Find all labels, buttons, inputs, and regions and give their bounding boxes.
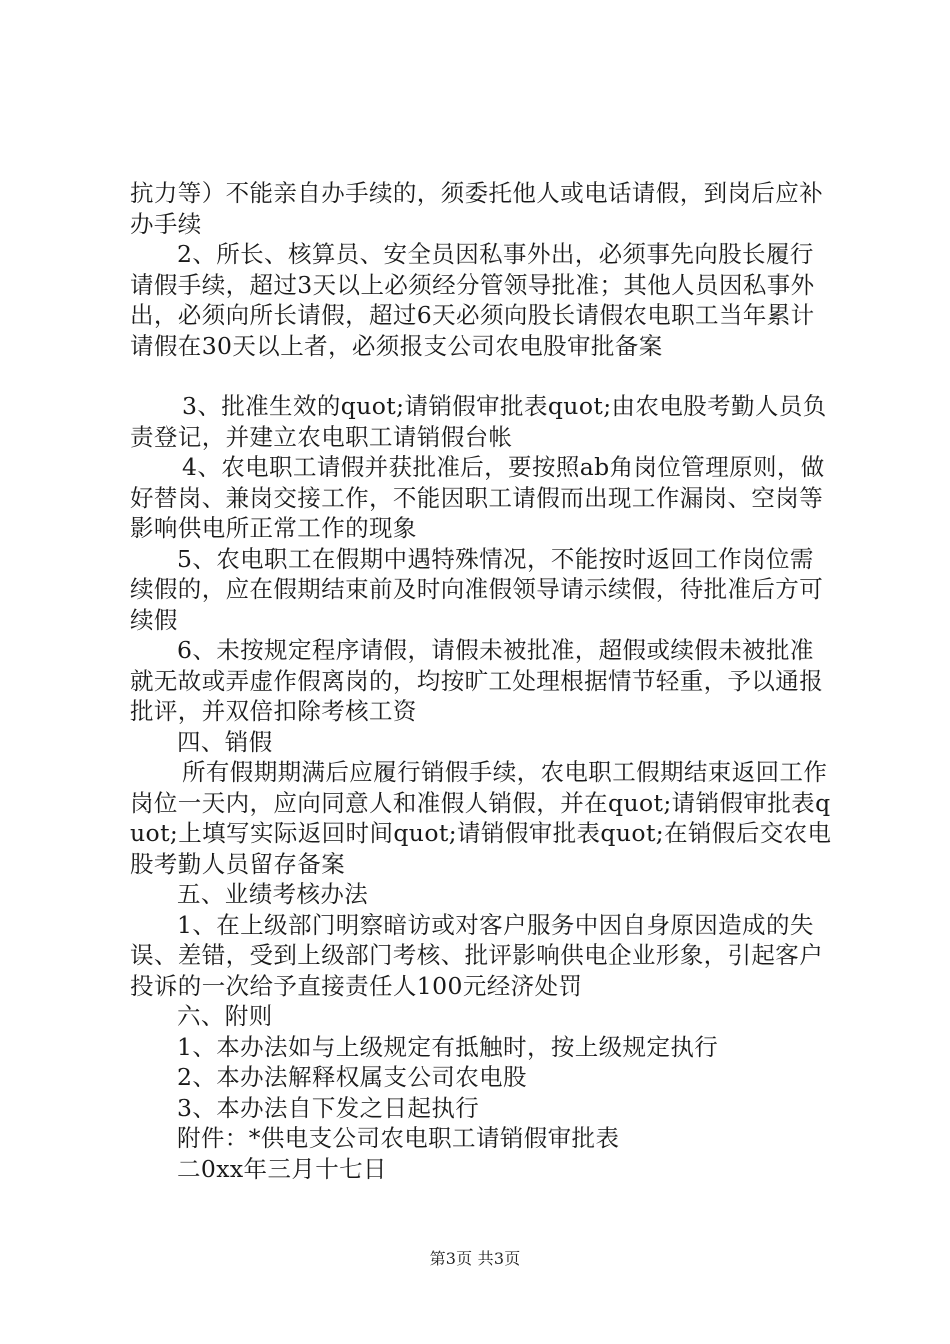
paragraph-performance-1: 1、在上级部门明察暗访或对客户服务中因自身原因造成的失误、差错，受到上级部门考核、批评影响供电企业形象，引起客户投诉的一次给予直接责任人100元经济处罚 bbox=[130, 910, 824, 1000]
paragraph-item-6: 6、未按规定程序请假，请假未被批准，超假或续假未被批准就无故或弄虚作假离岗的，均按旷工处理根据情节轻重，予以通报批评，并双倍扣除考核工资 bbox=[130, 636, 824, 725]
paragraph-supplementary-3: 3、本办法自下发之日起执行 bbox=[177, 1093, 480, 1122]
section-heading-supplementary: 六、附则 bbox=[177, 1002, 273, 1030]
section-heading-cancel-leave: 四、销假 bbox=[177, 727, 273, 756]
document-date: 二0xx年三月十七日 bbox=[177, 1154, 387, 1183]
paragraph-supplementary-1: 1、本办法如与上级规定有抵触时，按上级规定执行 bbox=[177, 1032, 719, 1061]
attachment-line: 附件：*供电支公司农电职工请销假审批表 bbox=[177, 1124, 620, 1152]
paragraph-item-3: 3、批准生效的quot;请销假审批表quot;由农电股考勤人员负责登记，并建立农电职工请销假台帐 bbox=[130, 392, 827, 451]
paragraph-supplementary-2: 2、本办法解释权属支公司农电股 bbox=[177, 1063, 527, 1091]
page-number-footer: 第3页 共3页 bbox=[429, 1249, 521, 1268]
document-body bbox=[130, 178, 835, 1184]
paragraph-item-5: 5、农电职工在假期中遇特殊情况，不能按时返回工作岗位需续假的，应在假期结束前及时向准假领导请示续假，待批准后方可续假 bbox=[130, 544, 824, 634]
section-heading-performance: 五、业绩考核办法 bbox=[177, 880, 369, 908]
paragraph-item-2: 2、所长、核算员、安全员因私事外出，必须事先向股长履行请假手续，超过3天以上必须经分管领导批准；其他人员因私事外出，必须向所长请假，超过6天必须向股长请假农电职工当年累计请假在30天以上者，必须报支公司农电股审批备案 bbox=[130, 240, 815, 360]
paragraph-item-4: 4、农电职工请假并获批准后，要按照ab角岗位管理原则，做好替岗、兼岗交接工作，不能因职工请假而出现工作漏岗、空岗等影响供电所正常工作的现象 bbox=[130, 453, 825, 542]
paragraph-cancel-leave: 所有假期期满后应履行销假手续，农电职工假期结束返回工作岗位一天内，应向同意人和准假人销假，并在quot;请销假审批表quot;上填写实际返回时间quot;请销假审批表quot;在销假后交农电股考勤人员留存备案 bbox=[130, 758, 832, 878]
paragraph-continuation: 抗力等）不能亲自办手续的，须委托他人或电话请假，到岗后应补办手续 bbox=[130, 179, 824, 238]
